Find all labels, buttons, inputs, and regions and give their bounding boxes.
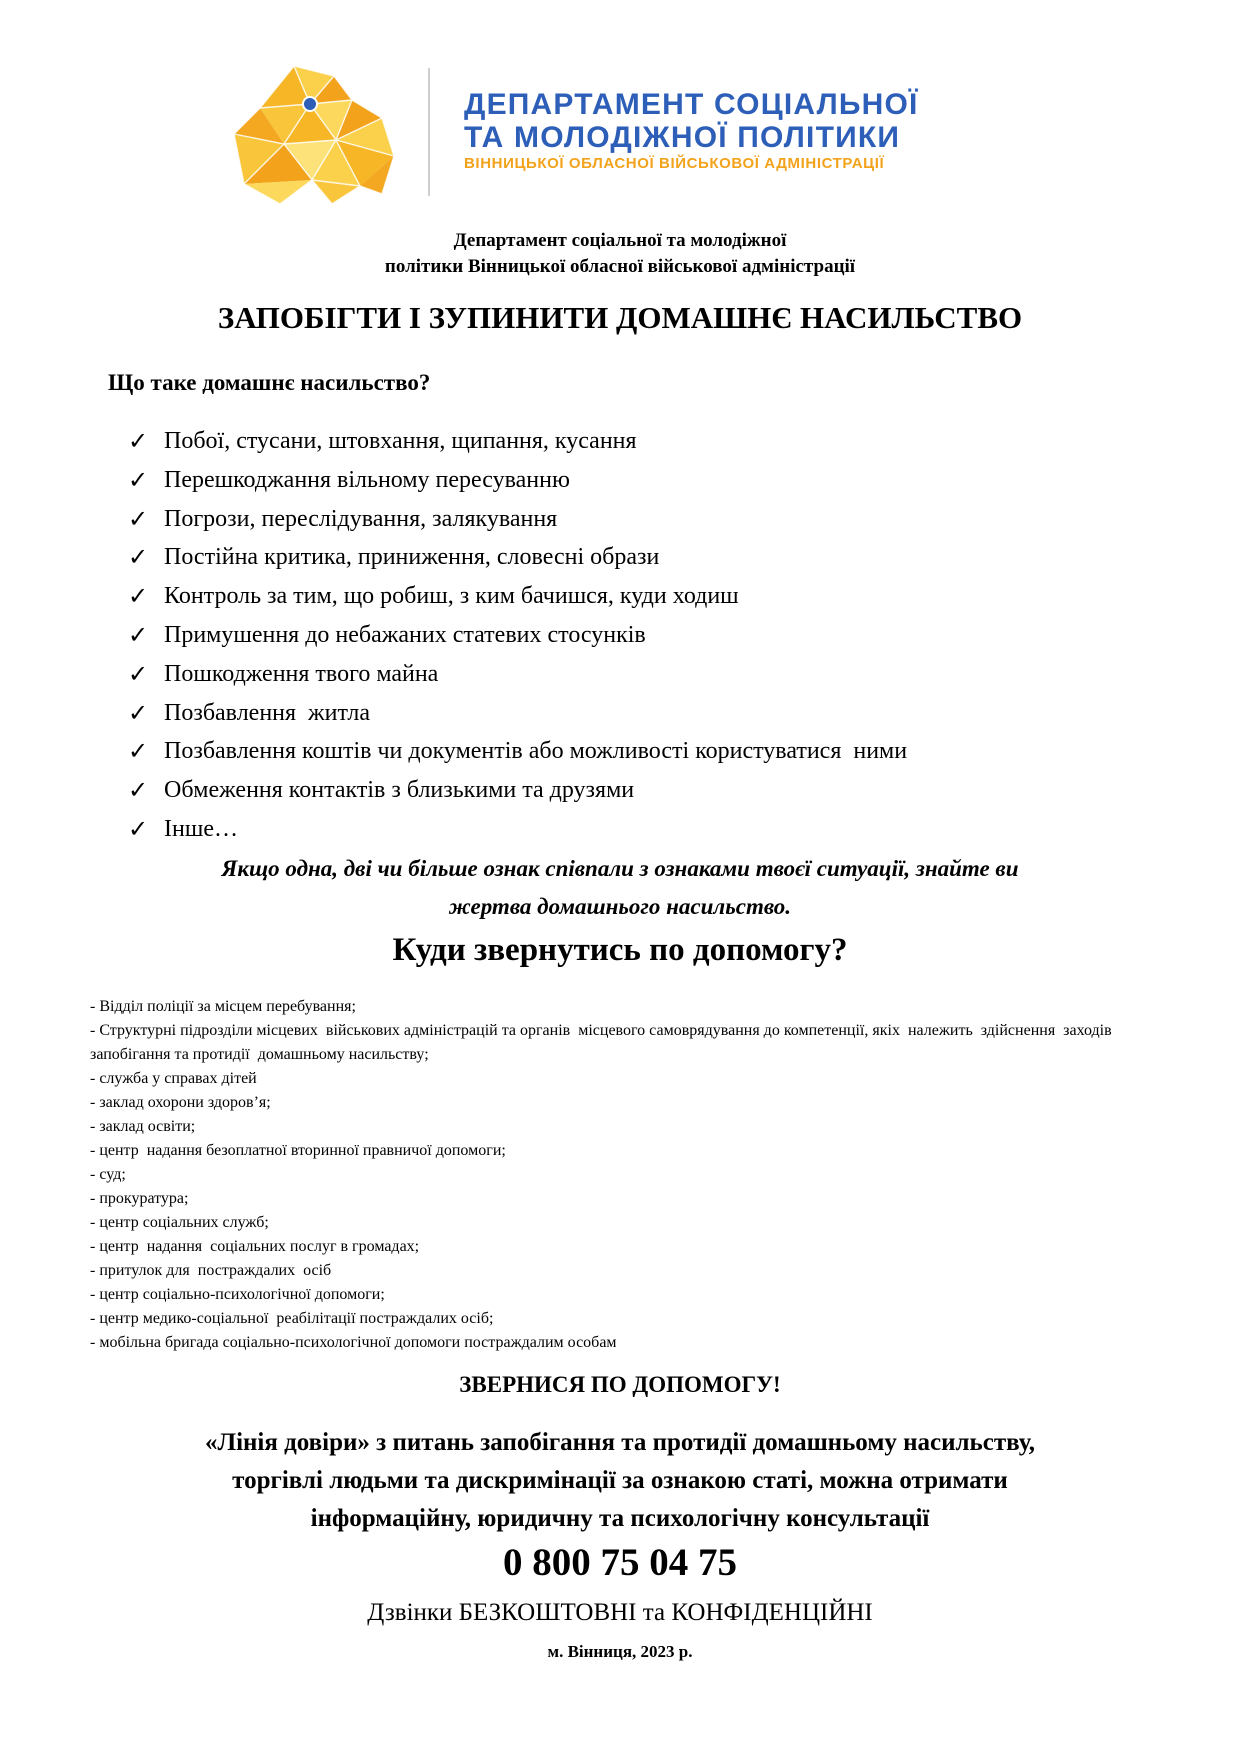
list-item-text: Постійна критика, приниження, словесні образи bbox=[164, 544, 660, 571]
check-icon: ✓ bbox=[128, 620, 149, 649]
check-icon: ✓ bbox=[128, 776, 149, 805]
check-icon: ✓ bbox=[128, 582, 149, 611]
list-item: - центр надання безоплатної вторинної правничої допомоги; bbox=[90, 1142, 506, 1159]
logo-line-3: ВІННИЦЬКОЇ ОБЛАСНОЇ ВІЙСЬКОВОЇ АДМІНІСТРАЦІЇ bbox=[464, 155, 885, 172]
list-item bbox=[128, 538, 1178, 577]
warning-note bbox=[90, 850, 1150, 926]
list-item bbox=[128, 577, 1178, 616]
list-item-text: Погрози, переслідування, залякування bbox=[164, 505, 558, 532]
list-item: - прокуратура; bbox=[90, 1190, 189, 1207]
list-item bbox=[128, 732, 1178, 771]
list-item: - центр надання соціальних послуг в громадах; bbox=[90, 1238, 420, 1255]
check-icon: ✓ bbox=[128, 543, 149, 572]
list-item-text: Побої, стусани, штовхання, щипання, кусання bbox=[164, 428, 637, 454]
list-item-text: Перешкоджання вільному пересуванню bbox=[164, 466, 570, 493]
list-item: - заклад охорони здоров’я; bbox=[90, 1094, 271, 1111]
check-icon: ✓ bbox=[128, 814, 149, 843]
vinnytsia-region-polygon-map-icon bbox=[232, 56, 402, 206]
list-item bbox=[128, 500, 1178, 539]
organization-line-1: Департамент соціальної та молодіжної bbox=[453, 230, 787, 251]
organization-name bbox=[0, 228, 1240, 280]
check-icon: ✓ bbox=[128, 698, 149, 727]
question-heading: Що таке домашнє насильство? bbox=[108, 370, 431, 395]
list-item: - Відділ поліції за місцем перебування; bbox=[90, 998, 356, 1015]
list-item: - центр соціальних служб; bbox=[90, 1214, 269, 1231]
list-item-text: Позбавлення житла bbox=[164, 699, 370, 726]
hotline-phone-number: 0 800 75 04 75 bbox=[503, 1541, 737, 1584]
trust-line-3: інформаційну, юридичну та психологічну консультації bbox=[310, 1505, 930, 1532]
check-icon: ✓ bbox=[128, 427, 149, 455]
list-item: - центр соціально-психологічної допомоги; bbox=[90, 1286, 385, 1303]
check-icon: ✓ bbox=[128, 659, 149, 688]
list-item: - служба у справах дітей bbox=[90, 1070, 257, 1087]
page-title: ЗАПОБІГТИ І ЗУПИНИТИ ДОМАШНЄ НАСИЛЬСТВО bbox=[217, 300, 1023, 335]
list-item: - Структурні підрозділи місцевих військових адміністрацій та органів місцевого самоврядування до компетенції, якіх належить здійснення заходів запобігання та протидії домашньому насильству; bbox=[90, 1022, 1116, 1063]
warning-line-2: жертва домашнього насильство. bbox=[448, 894, 792, 919]
list-item: - заклад освіти; bbox=[90, 1118, 196, 1135]
where-to-seek-help-heading: Куди звернутись по допомогу? bbox=[392, 932, 848, 968]
list-item: - центр медико-соціальної реабілітації постраждалих осіб; bbox=[90, 1310, 494, 1327]
logo-line-1: ДЕПАРТАМЕНТ СОЦІАЛЬНОЇ bbox=[464, 88, 919, 121]
list-item-text: Позбавлення коштів чи документів або можливості користуватися ними bbox=[164, 738, 908, 765]
check-icon: ✓ bbox=[128, 737, 149, 766]
logo-line-2: ТА МОЛОДІЖНОЇ ПОЛІТИКИ bbox=[464, 121, 901, 154]
list-item: - суд; bbox=[90, 1166, 126, 1183]
list-item bbox=[128, 810, 1178, 849]
list-item-text: Обмеження контактів з близькими та друзями bbox=[164, 777, 635, 804]
check-icon: ✓ bbox=[128, 465, 149, 494]
trust-line-1: «Лінія довіри» з питань запобігання та протидії домашньому насильству, bbox=[204, 1429, 1036, 1456]
list-item bbox=[128, 655, 1178, 694]
list-item-text: Контроль за тим, що робиш, з ким бачишся, куди ходиш bbox=[164, 583, 739, 610]
list-item: - мобільна бригада соціально-психологічної допомоги постраждалим особам bbox=[90, 1334, 617, 1351]
check-icon: ✓ bbox=[128, 504, 149, 533]
trust-line-description bbox=[120, 1424, 1120, 1538]
trust-line-2: торгівлі людьми та дискримінації за ознакою статі, можна отримати bbox=[232, 1467, 1008, 1494]
list-item-text: Пошкодження твого майна bbox=[164, 660, 439, 687]
warning-line-1: Якщо одна, дві чи більше ознак співпали з ознаками твоєї ситуації, знайте ви bbox=[221, 856, 1019, 881]
list-item-text: Примушення до небажаних статевих стосунків bbox=[164, 621, 646, 648]
list-item bbox=[128, 461, 1178, 500]
logo-divider bbox=[428, 68, 430, 196]
list-item: - притулок для постраждалих осіб bbox=[90, 1262, 332, 1279]
list-item bbox=[128, 771, 1178, 810]
list-item bbox=[128, 694, 1178, 733]
list-item-text: Інше… bbox=[164, 815, 238, 842]
organization-line-2: політики Вінницької обласної військової адміністрації bbox=[384, 256, 856, 277]
call-to-action: ЗВЕРНИСЯ ПО ДОПОМОГУ! bbox=[459, 1372, 781, 1397]
list-item bbox=[128, 422, 1178, 461]
logo-wordmark bbox=[464, 88, 1024, 173]
department-logo bbox=[232, 56, 1012, 206]
place-and-date: м. Вінниця, 2023 р. bbox=[547, 1642, 693, 1661]
help-places-list bbox=[90, 995, 1170, 1355]
list-item bbox=[128, 616, 1178, 655]
signs-list bbox=[128, 422, 1178, 849]
free-calls-note: Дзвінки БЕЗКОШТОВНІ та КОНФІДЕНЦІЙНІ bbox=[367, 1599, 873, 1626]
